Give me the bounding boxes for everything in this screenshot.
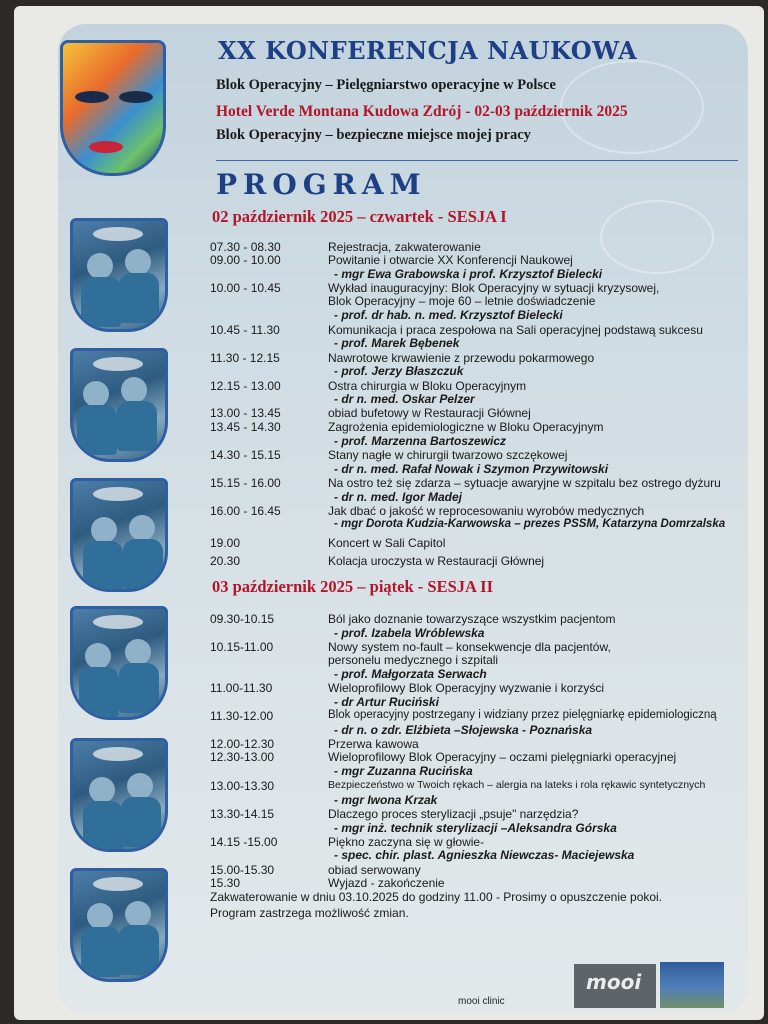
session2-heading: 03 październik 2025 – piątek - SESJA II	[212, 577, 493, 596]
subtitle-venue: Hotel Verde Montana Kudowa Zdrój - 02-03 październik 2025	[216, 103, 628, 120]
schedule-row: 15.15 - 16.00 Na ostro też się zdarza – sytuacje awaryjne w szpitalu bez ostrego dyżuru	[210, 476, 721, 490]
schedule-row: personelu medycznego i szpitali	[328, 653, 499, 667]
speaker-row: - dr n. med. Rafał Nowak i Szymon Przywitowski	[334, 462, 609, 476]
speaker-row: - mgr Dorota Kudzia-Karwowska – prezes PSSM, Katarzyna Domrzalska	[334, 518, 726, 530]
speaker-row: - prof. dr hab. n. med. Krzysztof Bielecki	[334, 308, 563, 322]
schedule-row: 10.45 - 11.30 Komunikacja i praca zespołowa na Sali operacyjnej podstawą sukcesu	[210, 323, 703, 337]
program-changes-note: Program zastrzega możliwość zmian.	[210, 906, 409, 920]
schedule-row: 10.00 - 10.45 Wykład inauguracyjny: Blok Operacyjny w sytuacji kryzysowej,	[210, 281, 660, 295]
speaker-row: - dr Artur Ruciński	[334, 695, 439, 709]
schedule-row: 14.15 -15.00 Piękno zaczyna się w głowie-	[210, 835, 485, 849]
mooi-logo: mooi	[574, 964, 656, 1008]
hotel-photo	[660, 962, 724, 1008]
schedule-row: 15.00-15.30 obiad serwowany	[210, 863, 421, 877]
surgery-photo	[70, 606, 168, 720]
schedule-row: 11.00-11.30 Wieloprofilowy Blok Operacyjny wyzwanie i korzyści	[210, 681, 605, 695]
conference-logo-face	[60, 40, 166, 176]
header-divider	[216, 160, 738, 161]
session1-heading: 02 październik 2025 – czwartek - SESJA I	[212, 207, 507, 226]
speaker-row: - mgr Iwona Krzak	[334, 793, 438, 807]
logo-lips	[89, 141, 123, 153]
footer-brand-text: mooi clinic	[458, 996, 505, 1007]
accommodation-note: Zakwaterowanie w dniu 03.10.2025 do godziny 11.00 - Prosimy o opuszczenie pokoi.	[210, 890, 663, 904]
logo-eye	[75, 91, 109, 103]
surgery-photo	[70, 738, 168, 852]
logo-eye	[119, 91, 153, 103]
speaker-row: - prof. Marzenna Bartoszewicz	[334, 434, 507, 448]
speaker-row: - dr n. med. Oskar Pelzer	[334, 392, 475, 406]
surgery-photo	[70, 478, 168, 592]
speaker-row: - mgr Zuzanna Rucińska	[334, 764, 473, 778]
schedule-row: Blok Operacyjny – moje 60 – letnie doświadczenie	[328, 294, 596, 308]
speaker-row: - spec. chir. plast. Agnieszka Niewczas- Maciejewska	[334, 848, 635, 862]
schedule-row: 11.30-12.00 Blok operacyjny postrzegany i widziany przez pielęgniarkę epidemiologiczną	[210, 709, 717, 723]
schedule-row: 14.30 - 15.15 Stany nagłe w chirurgii twarzowo szczękowej	[210, 448, 568, 462]
speaker-row: - prof. Marek Bębenek	[334, 336, 460, 350]
speaker-row: - dr n. med. Igor Madej	[334, 490, 463, 504]
schedule-row: 13.00 - 13.45 obiad bufetowy w Restauracji Głównej	[210, 406, 531, 420]
schedule-row: 12.15 - 13.00 Ostra chirurgia w Bloku Operacyjnym	[210, 379, 527, 393]
schedule-row: 15.30 Wyjazd - zakończenie	[210, 876, 445, 890]
surgery-photo	[70, 348, 168, 462]
schedule-row: 07.30 - 08.30 Rejestracja, zakwaterowanie	[210, 240, 481, 254]
schedule-row: 12.30-13.00 Wieloprofilowy Blok Operacyjny – oczami pielęgniarki operacyjnej	[210, 750, 677, 764]
schedule-row: 20.30 Kolacja uroczysta w Restauracji Głównej	[210, 554, 545, 568]
schedule-row: 12.00-12.30 Przerwa kawowa	[210, 737, 419, 751]
speaker-row: - prof. Małgorzata Serwach	[334, 667, 487, 681]
speaker-row: - mgr Ewa Grabowska i prof. Krzysztof Bielecki	[334, 267, 603, 281]
subtitle-motto: Blok Operacyjny – bezpieczne miejsce mojej pracy	[216, 127, 531, 143]
surgery-photo	[70, 218, 168, 332]
program-heading: PROGRAM	[216, 168, 427, 201]
schedule-row: 10.15-11.00 Nowy system no-fault – konsekwencje dla pacjentów,	[210, 640, 611, 654]
subtitle-theme: Blok Operacyjny – Pielęgniarstwo operacyjne w Polsce	[216, 77, 556, 93]
schedule-row: 19.00 Koncert w Sali Capitol	[210, 536, 446, 550]
schedule-row: 13.00-13.30 Bezpieczeństwo w Twoich rękach – alergia na lateks i rola rękawic syntetycznych	[210, 779, 706, 793]
schedule-row: 11.30 - 12.15 Nawrotowe krwawienie z przewodu pokarmowego	[210, 351, 595, 365]
schedule-row: 09.00 - 10.00 Powitanie i otwarcie XX Konferencji Naukowej	[210, 253, 573, 267]
schedule-row: 13.30-14.15 Dlaczego proces sterylizacji „psuje" narzędzia?	[210, 807, 579, 821]
speaker-row: - dr n. o zdr. Elżbieta –Słojewska - Poznańska	[334, 723, 593, 737]
schedule-row: 16.00 - 16.45 Jak dbać o jakość w reprocesowaniu wyrobów medycznych	[210, 504, 645, 518]
speaker-row: - prof. Izabela Wróblewska	[334, 626, 485, 640]
speaker-row: - mgr inż. technik sterylizacji –Aleksandra Górska	[334, 821, 617, 835]
conference-title: XX KONFERENCJA NAUKOWA	[218, 36, 638, 65]
schedule-row: 13.45 - 14.30 Zagrożenia epidemiologiczne w Bloku Operacyjnym	[210, 420, 604, 434]
surgery-photo	[70, 868, 168, 982]
speaker-row: - prof. Jerzy Błaszczuk	[334, 364, 464, 378]
schedule-row: 09.30-10.15 Ból jako doznanie towarzyszące wszystkim pacjentom	[210, 612, 616, 626]
